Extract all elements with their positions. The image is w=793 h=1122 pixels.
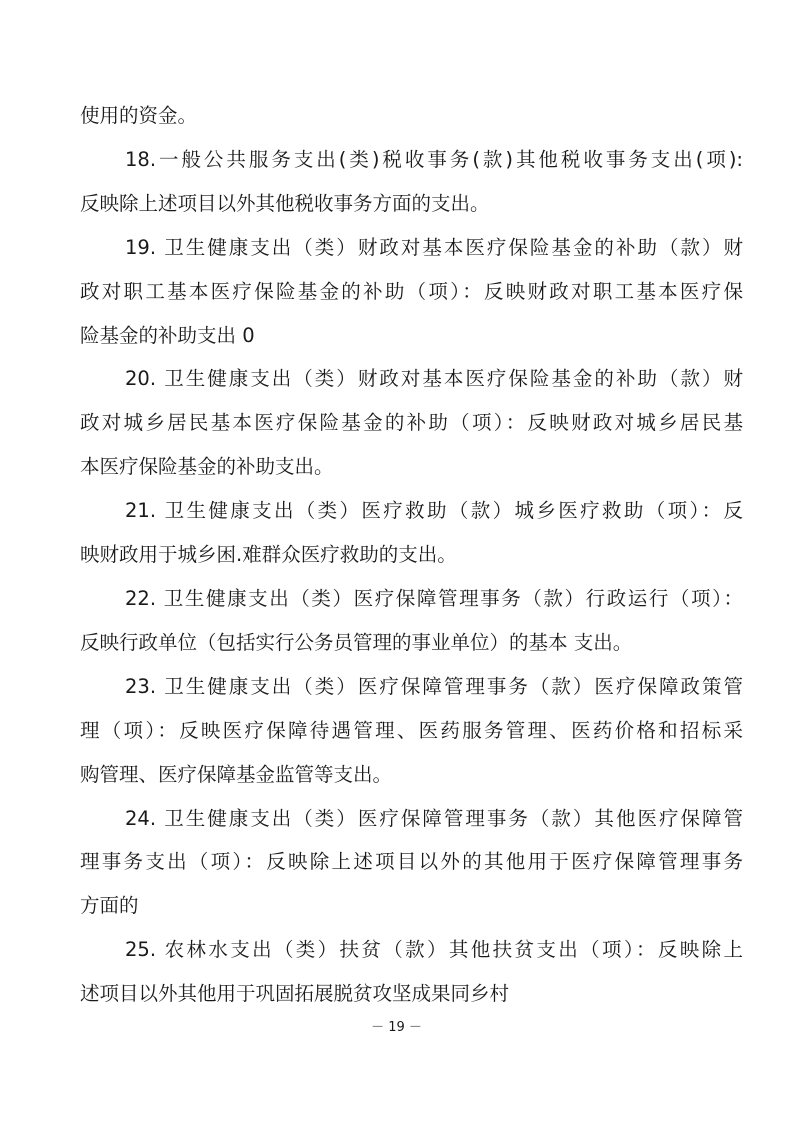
item-21-heading: 21. 卫生健康支出（类）医疗救助（款）城乡医疗救助（项）：反 — [125, 499, 743, 522]
item-24-heading: 24. 卫生健康支出（类）医疗保障管理事务（款）其他医疗保障管 — [125, 807, 743, 830]
item-23-heading: 23. 卫生健康支出（类）医疗保障管理事务（款）医疗保障政策管 — [125, 675, 743, 698]
item-23-line-3: 购管理、医疗保障基金监管等支出。 — [80, 763, 393, 786]
item-24-line-3: 方面的 — [80, 894, 139, 917]
item-19-line-2: 政对职工基本医疗保险基金的补助（项）：反映财政对职工基本医疗保 — [80, 280, 743, 303]
item-18-heading: 18.一般公共服务支出(类)税收事务(款)其他税收事务支出(项): — [125, 148, 743, 171]
item-19-line-3: 险基金的补助支出 0 — [80, 324, 255, 347]
item-25-line-2: 述项目以外其他用于巩固拓展脱贫攻坚成果同乡村 — [80, 982, 510, 1005]
text-line-1: 使用的资金。 — [80, 104, 198, 127]
item-18-line-2: 反映除上述项目以外其他税收事务方面的支出。 — [80, 192, 490, 215]
item-23-line-2: 理（项）：反映医疗保障待遇管理、医药服务管理、医药价格和招标采 — [80, 719, 743, 742]
item-20-heading: 20. 卫生健康支出（类）财政对基本医疗保险基金的补助（款）财 — [125, 367, 743, 390]
item-22-line-2: 反映行政单位（包括实行公务员管理的事业单位）的基本 支出。 — [80, 631, 633, 654]
item-19-heading: 19. 卫生健康支出（类）财政对基本医疗保险基金的补助（款）财 — [125, 236, 743, 259]
item-20-line-2: 政对城乡居民基本医疗保险基金的补助（项）：反映财政对城乡居民基 — [80, 411, 743, 434]
page-number: － 19 － — [371, 1020, 422, 1035]
item-21-line-2: 映财政用于城乡困.难群众医疗救助的支出。 — [80, 543, 457, 566]
item-24-line-2: 理事务支出（项）：反映除上述项目以外的其他用于医疗保障管理事务 — [80, 850, 743, 873]
item-22-heading: 22. 卫生健康支出（类）医疗保障管理事务（款）行政运行（项）： — [125, 587, 743, 610]
item-25-heading: 25. 农林水支出（类）扶贫（款）其他扶贫支出（项）：反映除上 — [125, 938, 743, 961]
item-20-line-3: 本医疗保险基金的补助支出。 — [80, 455, 334, 478]
